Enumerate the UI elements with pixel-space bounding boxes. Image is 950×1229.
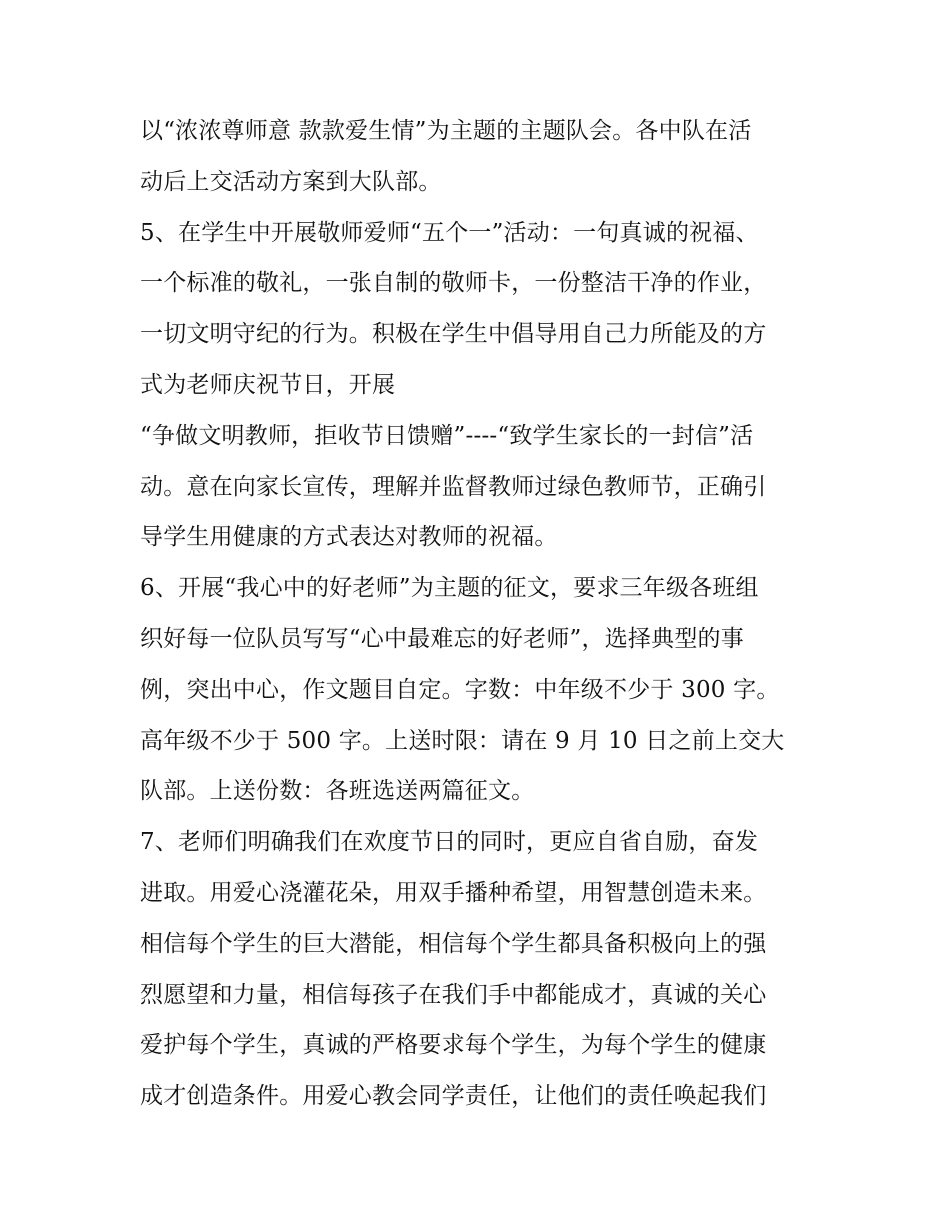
text-line: 相信每个学生的巨大潜能，相信每个学生都具备积极向上的强 bbox=[140, 930, 767, 957]
text-line: 队部。上送份数：各班选送两篇征文。 bbox=[140, 778, 535, 805]
text-line: 爱护每个学生，真诚的严格要求每个学生，为每个学生的健康 bbox=[140, 1032, 767, 1059]
text-line: 成才创造条件。用爱心教会同学责任，让他们的责任唤起我们 bbox=[140, 1083, 767, 1110]
text-line: 织好每一位队员写写“心中最难忘的好老师”，选择典型的事 bbox=[140, 625, 744, 652]
text-line: 导学生用健康的方式表达对教师的祝福。 bbox=[140, 524, 558, 551]
text-line: “争做文明教师，拒收节日馈赠”----“致学生家长的一封信”活 bbox=[140, 422, 754, 449]
text-line: 进取。用爱心浇灌花朵，用双手播种希望，用智慧创造未来。 bbox=[140, 879, 767, 906]
text-line: 高年级不少于 500 字。上送时限：请在 9 月 10 日之前上交大 bbox=[140, 727, 785, 754]
text-line: 6、开展“我心中的好老师”为主题的征文，要求三年级各班组 bbox=[140, 575, 759, 602]
text-line: 以“浓浓尊师意 款款爱生情”为主题的主题队会。各中队在活 bbox=[140, 118, 752, 144]
text-line: 一个标准的敬礼，一张自制的敬师卡，一份整洁干净的作业， bbox=[140, 270, 767, 297]
text-line: 7、老师们明确我们在欢度节日的同时，更应自省自励，奋发 bbox=[140, 829, 759, 856]
text-line: 式为老师庆祝节日，开展 bbox=[140, 371, 396, 398]
text-line: 一切文明守纪的行为。积极在学生中倡导用自己力所能及的方 bbox=[140, 321, 767, 348]
text-line: 例，突出中心，作文题目自定。字数：中年级不少于 300 字。 bbox=[140, 676, 780, 703]
text-line: 5、在学生中开展敬师爱师“五个一”活动：一句真诚的祝福、 bbox=[140, 219, 759, 246]
text-line: 烈愿望和力量，相信每孩子在我们手中都能成才，真诚的关心 bbox=[140, 981, 767, 1008]
text-line: 动。意在向家长宣传，理解并监督教师过绿色教师节，正确引 bbox=[140, 473, 767, 500]
body-text bbox=[140, 106, 820, 1122]
text-line: 动后上交活动方案到大队部。 bbox=[140, 168, 442, 195]
